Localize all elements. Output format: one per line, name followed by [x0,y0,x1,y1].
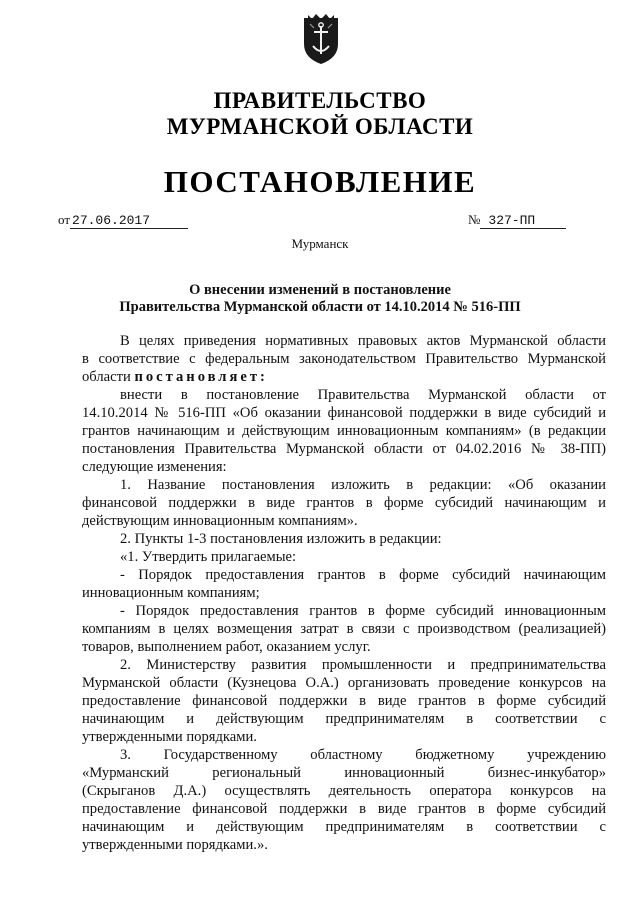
body-line: 2. Пункты 1-3 постановления изложить в редакции: [120,531,442,547]
organization-name-line1: ПРАВИТЕЛЬСТВО [213,88,427,113]
organization-name-line2: МУРМАНСКОЙ ОБЛАСТИ [166,114,474,139]
body-line: начинающим и действующим предпринимателям в соответствии с [82,819,606,835]
body-text: области [82,369,131,385]
body-line: - Порядок предоставления грантов в форме субсидий инновационным [120,603,606,619]
body-line: В целях приведения нормативных правовых актов Мурманской области [120,333,606,349]
document-title-line1: О внесении изменений в постановление [189,282,451,298]
body-line: 3. Государственному областному бюджетному учреждению [120,747,606,763]
body-line: 1. Название постановления изложить в редакции: «Об оказании [120,477,606,493]
body-line: утвержденными порядками. [82,729,257,745]
body-keyword: постановляет: [134,369,268,385]
body-line: предоставление финансовой поддержки в виде грантов в форме субсидий [82,693,606,709]
body-line: Мурманской области (Кузнецова О.А.) организовать проведение конкурсов на [82,675,606,691]
date-prefix: от [58,212,71,227]
body-line: финансовой поддержки в виде грантов в форме субсидий начинающим и [82,495,606,511]
coat-of-arms-icon [300,12,342,66]
city: Мурманск [291,236,349,251]
document-title-line2: Правительства Мурманской области от 14.10.2014 № 516-ПП [119,299,521,315]
body-line: товаров, выполнением работ, оказанием услуг. [82,639,371,655]
date-field [58,212,188,229]
body-line: в соответствие с федеральным законодательством Правительство Мурманской [82,351,606,367]
body-line: предоставление финансовой поддержки в виде грантов в форме субсидий [82,801,606,817]
body-line: внести в постановление Правительства Мурманской области от [120,387,606,403]
body-line: грантов начинающим и действующим инновационным компаниям» (в редакции [82,423,606,439]
number-prefix: № [468,212,481,227]
number-field [468,212,566,229]
body-line: утвержденными порядками.». [82,837,268,853]
body-line: компаниям в целях возмещения затрат в связи с производством (реализацией) [82,621,606,637]
body-line: 2. Министерству развития промышленности и предпринимательства [120,657,606,673]
body-line: - Порядок предоставления грантов в форме субсидий начинающим [120,567,606,583]
body-line [82,368,606,386]
document-number: 327-ПП [480,213,566,229]
body-line: начинающим и действующим предпринимателям в соответствии с [82,711,606,727]
body-line: постановления Правительства Мурманской области от 04.02.2016 № 38-ПП) [82,441,606,457]
body-line: действующим инновационным компаниям». [82,513,358,529]
body-line: «1. Утвердить прилагаемые: [120,549,297,565]
body-line: следующие изменения: [82,459,227,475]
body-line: «Мурманский региональный инновационный бизнес-инкубатор» [82,765,606,781]
body-line: 14.10.2014 № 516-ПП «Об оказании финансовой поддержки в виде субсидий и [82,405,606,421]
document-date: 27.06.2017 [70,213,188,229]
document-type: ПОСТАНОВЛЕНИЕ [163,164,477,199]
body-line: (Скрыганов Д.А.) осуществлять деятельность оператора конкурсов на [82,783,606,799]
body-line: инновационным компаниям; [82,585,260,601]
